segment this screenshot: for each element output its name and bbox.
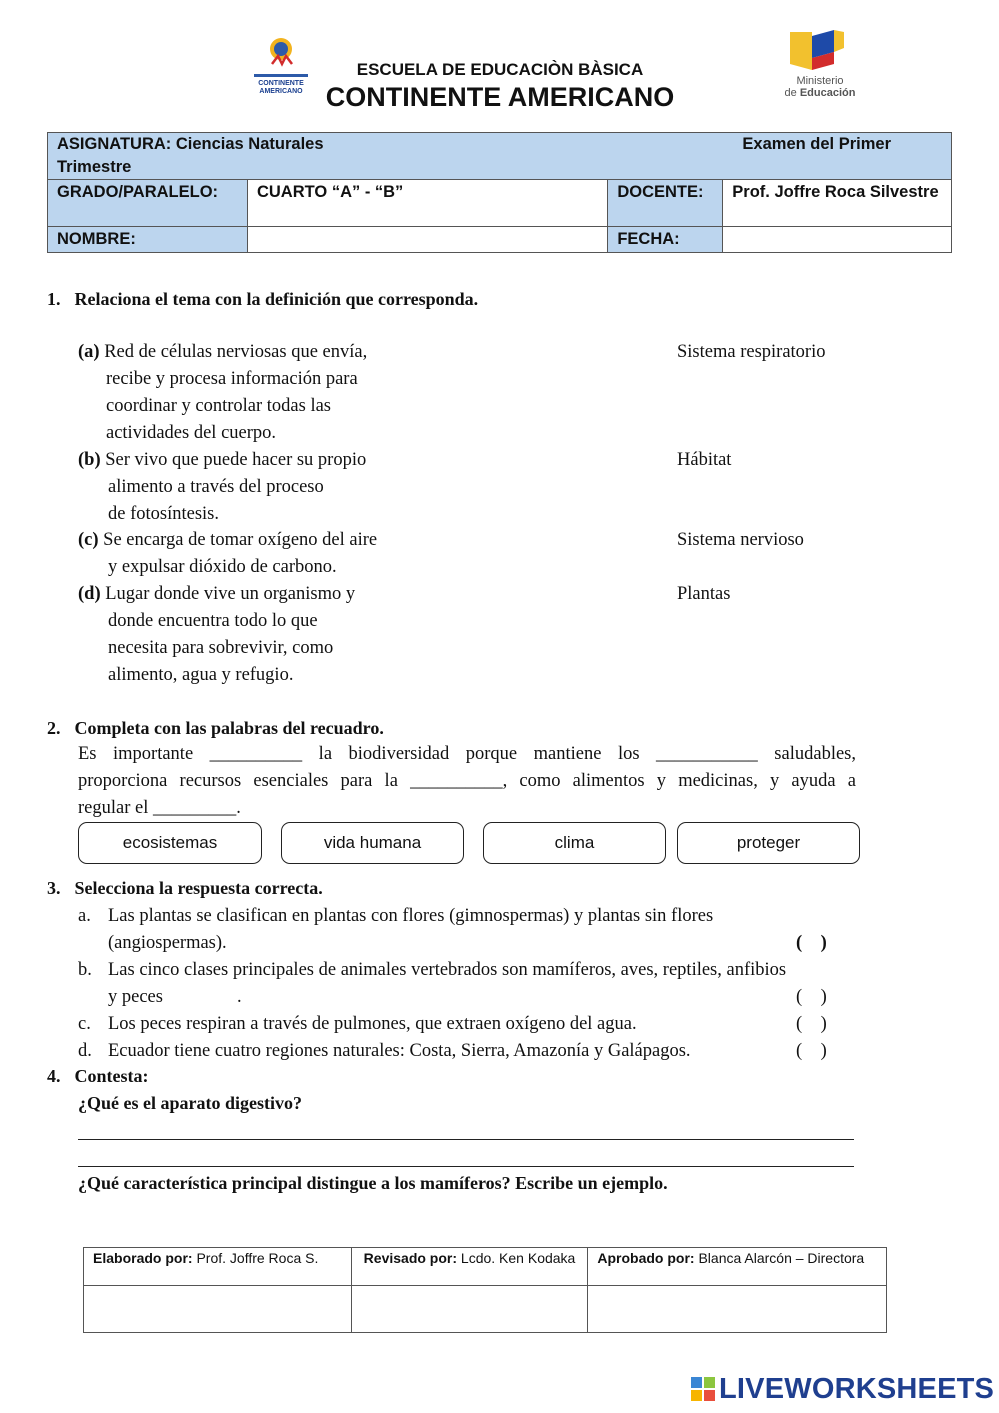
answer-line-2[interactable] [78,1166,854,1167]
ministry-text: Ministerio de Educación [784,75,856,99]
q3-item-c: c. Los peces respiran a través de pulmones, que extraen oxígeno del agua. [78,1014,637,1034]
q3-item-b: b. Las cinco clases principales de animales vertebrados son mamíferos, aves, reptiles, anfibios y peces . [78,960,787,1007]
q3-title: 3. Selecciona la respuesta correcta. [47,878,323,898]
q1-option-plantas[interactable]: Plantas [677,584,731,604]
q3-mark-a[interactable]: ( ) [796,933,827,953]
date-label: FECHA: [608,227,723,253]
info-row-name [48,227,952,253]
q4-question-1: ¿Qué es el aparato digestivo? [78,1093,302,1113]
signature-space-row [84,1286,887,1333]
ministry-flag-icon [790,30,850,72]
q1-item-c: (c) Se encarga de tomar oxígeno del aire y expulsar dióxido de carbono. [78,530,378,577]
made-by-signature [84,1286,352,1333]
approved-by-cell: Aprobado por: Blanca Alarcón – Directora [588,1248,887,1286]
reviewed-by-cell: Revisado por: Lcdo. Ken Kodaka [351,1248,588,1286]
info-row-subject [48,133,952,180]
name-input[interactable] [247,227,607,253]
date-input[interactable] [723,227,952,253]
subject-cell [48,133,952,180]
info-table [47,132,952,253]
name-label: NOMBRE: [48,227,248,253]
liveworksheets-icon [690,1376,716,1402]
grade-value: CUARTO “A” - “B” [247,180,607,227]
q1-item-d: (d) Lugar donde vive un organismo y donde encuentra todo lo que necesita para sobrevivir, como alimento, agua y refugio. [78,584,356,685]
q1-item-a: (a) Red de células nerviosas que envía, recibe y procesa información para coordinar y controlar todas las actividades del cuerpo. [78,342,368,443]
word-clima[interactable]: clima [483,822,666,864]
q2-title: 2. Completa con las palabras del recuadro. [47,718,384,738]
q1-option-respiratorio[interactable]: Sistema respiratorio [677,342,826,362]
signature-labels-row [84,1248,887,1286]
teacher-label: DOCENTE: [608,180,723,227]
q3-item-d: d. Ecuador tiene cuatro regiones naturales: Costa, Sierra, Amazonía y Galápagos. [78,1041,691,1061]
ministry-logo [780,30,860,102]
signature-table [83,1247,887,1333]
school-type: ESCUELA DE EDUCACIÒN BÀSICA [356,60,644,79]
q3-mark-c[interactable]: ( ) [796,1014,827,1034]
q1-title: 1. Relaciona el tema con la definición que corresponda. [47,289,479,309]
word-proteger[interactable]: proteger [677,822,860,864]
word-ecosistemas[interactable]: ecosistemas [78,822,262,864]
word-vida-humana[interactable]: vida humana [281,822,464,864]
q2-paragraph: Es importante __________ la biodiversidad porque mantiene los ___________ saludables, proporciona recursos esenciales para la __________, como alimentos y medicinas, y ayuda a regular el _________. [78,744,856,818]
reviewed-by-signature [351,1286,588,1333]
liveworksheets-logo [690,1374,994,1404]
made-by-cell: Elaborado por: Prof. Joffre Roca S. [84,1248,352,1286]
school-name: CONTINENTE AMERICANO [325,82,675,112]
q4-question-2: ¿Qué característica principal distingue a los mamíferos? Escribe un ejemplo. [78,1173,668,1193]
teacher-value: Prof. Joffre Roca Silvestre [723,180,952,227]
school-logo-text: CONTINENTE AMERICANO [258,80,304,95]
grade-label: GRADO/PARALELO: [48,180,248,227]
exam-label: Examen del Primer [742,135,891,153]
exam-label-continued: Trimestre [57,158,132,176]
q1-item-b: (b) Ser vivo que puede hacer su propio alimento a través del proceso de fotosíntesis. [78,450,367,524]
q3-item-a: a. Las plantas se clasifican en plantas con flores (gimnospermas) y plantas sin flores (angiospermas). [78,906,714,953]
liveworksheets-brand: LIVEWORKSHEETS [719,1372,995,1405]
q4-title: 4. Contesta: [47,1066,149,1086]
info-row-grade [48,180,952,227]
subject-label: ASIGNATURA: Ciencias Naturales [57,135,324,153]
approved-by-signature [588,1286,887,1333]
answer-line-1[interactable] [78,1139,854,1140]
q3-mark-d[interactable]: ( ) [796,1041,827,1061]
q1-option-habitat[interactable]: Hábitat [677,450,732,470]
q1-option-nervioso[interactable]: Sistema nervioso [677,530,804,550]
q3-mark-b[interactable]: ( ) [796,987,827,1007]
